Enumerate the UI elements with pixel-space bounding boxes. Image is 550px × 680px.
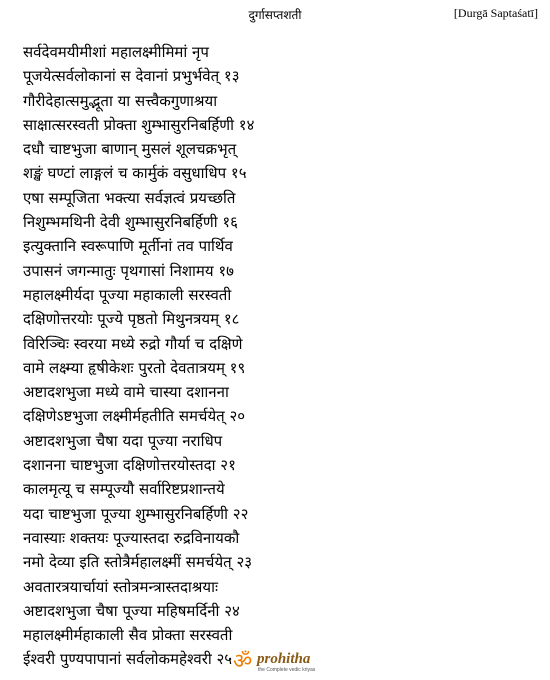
verse-line: महालक्ष्मीर्महाकाली सैव प्रोक्ता सरस्वती [23, 626, 233, 645]
verse-line: दक्षिणोत्तरयोः पूज्ये पृष्ठतो मिथुनत्रयम् १८ [23, 310, 240, 329]
verse-line: अष्टादशभुजा मध्ये वामे चास्या दशानना [23, 383, 229, 402]
verse-list [23, 40, 538, 672]
verse-line: दशानना चाष्टभुजा दक्षिणोत्तरयोस्तदा २१ [23, 456, 236, 475]
verse-line: नवास्याः शक्तयः पूज्यास्तदा रुद्रविनायकौ [23, 528, 240, 547]
verse-line: शङ्खं घण्टां लाङ्गलं च कार्मुकं वसुधाधिप १५ [23, 164, 247, 183]
verse-line: विरिञ्चिः स्वरया मध्ये रुद्रो गौर्या च दक्षिणे [23, 334, 243, 353]
logo-brand-name: prohitha [257, 651, 311, 667]
verse-line: उपासनं जगन्मातुः पृथगासां निशामय १७ [23, 261, 234, 280]
verse-line: अष्टादशभुजा चैषा यदा पूज्या नराधिप [23, 431, 223, 450]
verse-line: एषा सम्पूजिता भक्त्या सर्वज्ञत्वं प्रयच्छति [23, 188, 236, 207]
prohitha-logo [233, 650, 333, 676]
verse-line: अष्टादशभुजा चैषा पूज्या महिषमर्दिनी २४ [23, 601, 240, 620]
verse-line: महालक्ष्मीर्यदा पूज्या महाकाली सरस्वती [23, 285, 232, 304]
page-header-title: दुर्गासप्तशती [248, 8, 302, 22]
page-header-book-name: [Durgā Saptaśatī] [453, 6, 538, 20]
verse-line: निशुम्भमथिनी देवी शुम्भासुरनिबर्हिणी १६ [23, 213, 238, 232]
logo-tagline: the Complete vedic kriyas [258, 667, 316, 673]
om-icon: ॐ [233, 649, 253, 673]
verse-line: दधौ चाष्टभुजा बाणान् मुसलं शूलचक्रभृत् [23, 140, 237, 159]
verse-line: इत्युक्तानि स्वरूपाणि मूर्तीनां तव पार्थिव [23, 237, 233, 256]
verse-line: पूजयेत्सर्वलोकानां स देवानां प्रभुर्भवेत् १३ [23, 67, 240, 86]
verse-line: नमो देव्या इति स्तोत्रैर्महालक्ष्मीं समर्चयेत् २३ [23, 553, 253, 572]
verse-line: साक्षात्सरस्वती प्रोक्ता शुम्भासुरनिबर्हिणी १४ [23, 115, 255, 134]
verse-line: गौरीदेहात्समुद्भूता या सत्त्वैकगुणाश्रया [23, 91, 218, 110]
verse-line: वामे लक्ष्म्या हृषीकेशः पुरतो देवतात्रयम् १९ [23, 358, 246, 377]
verse-line: सर्वदेवमयीमीशां महालक्ष्मीमिमां नृप [23, 43, 209, 61]
verse-line: अवतारत्रयार्चायां स्तोत्रमन्त्रास्तदाश्रयाः [23, 577, 219, 596]
verse-line: ईश्वरी पुण्यपापानां सर्वलोकमहेश्वरी २५ [23, 650, 233, 669]
verse-line: कालमृत्यू च सम्पूज्यौ सर्वारिष्टप्रशान्तये [23, 480, 225, 499]
verse-line: यदा चाष्टभुजा पूज्या शुम्भासुरनिबर्हिणी २२ [23, 504, 249, 523]
verse-line: दक्षिणेऽष्टभुजा लक्ष्मीर्महतीति समर्चयेत् २० [23, 407, 246, 426]
